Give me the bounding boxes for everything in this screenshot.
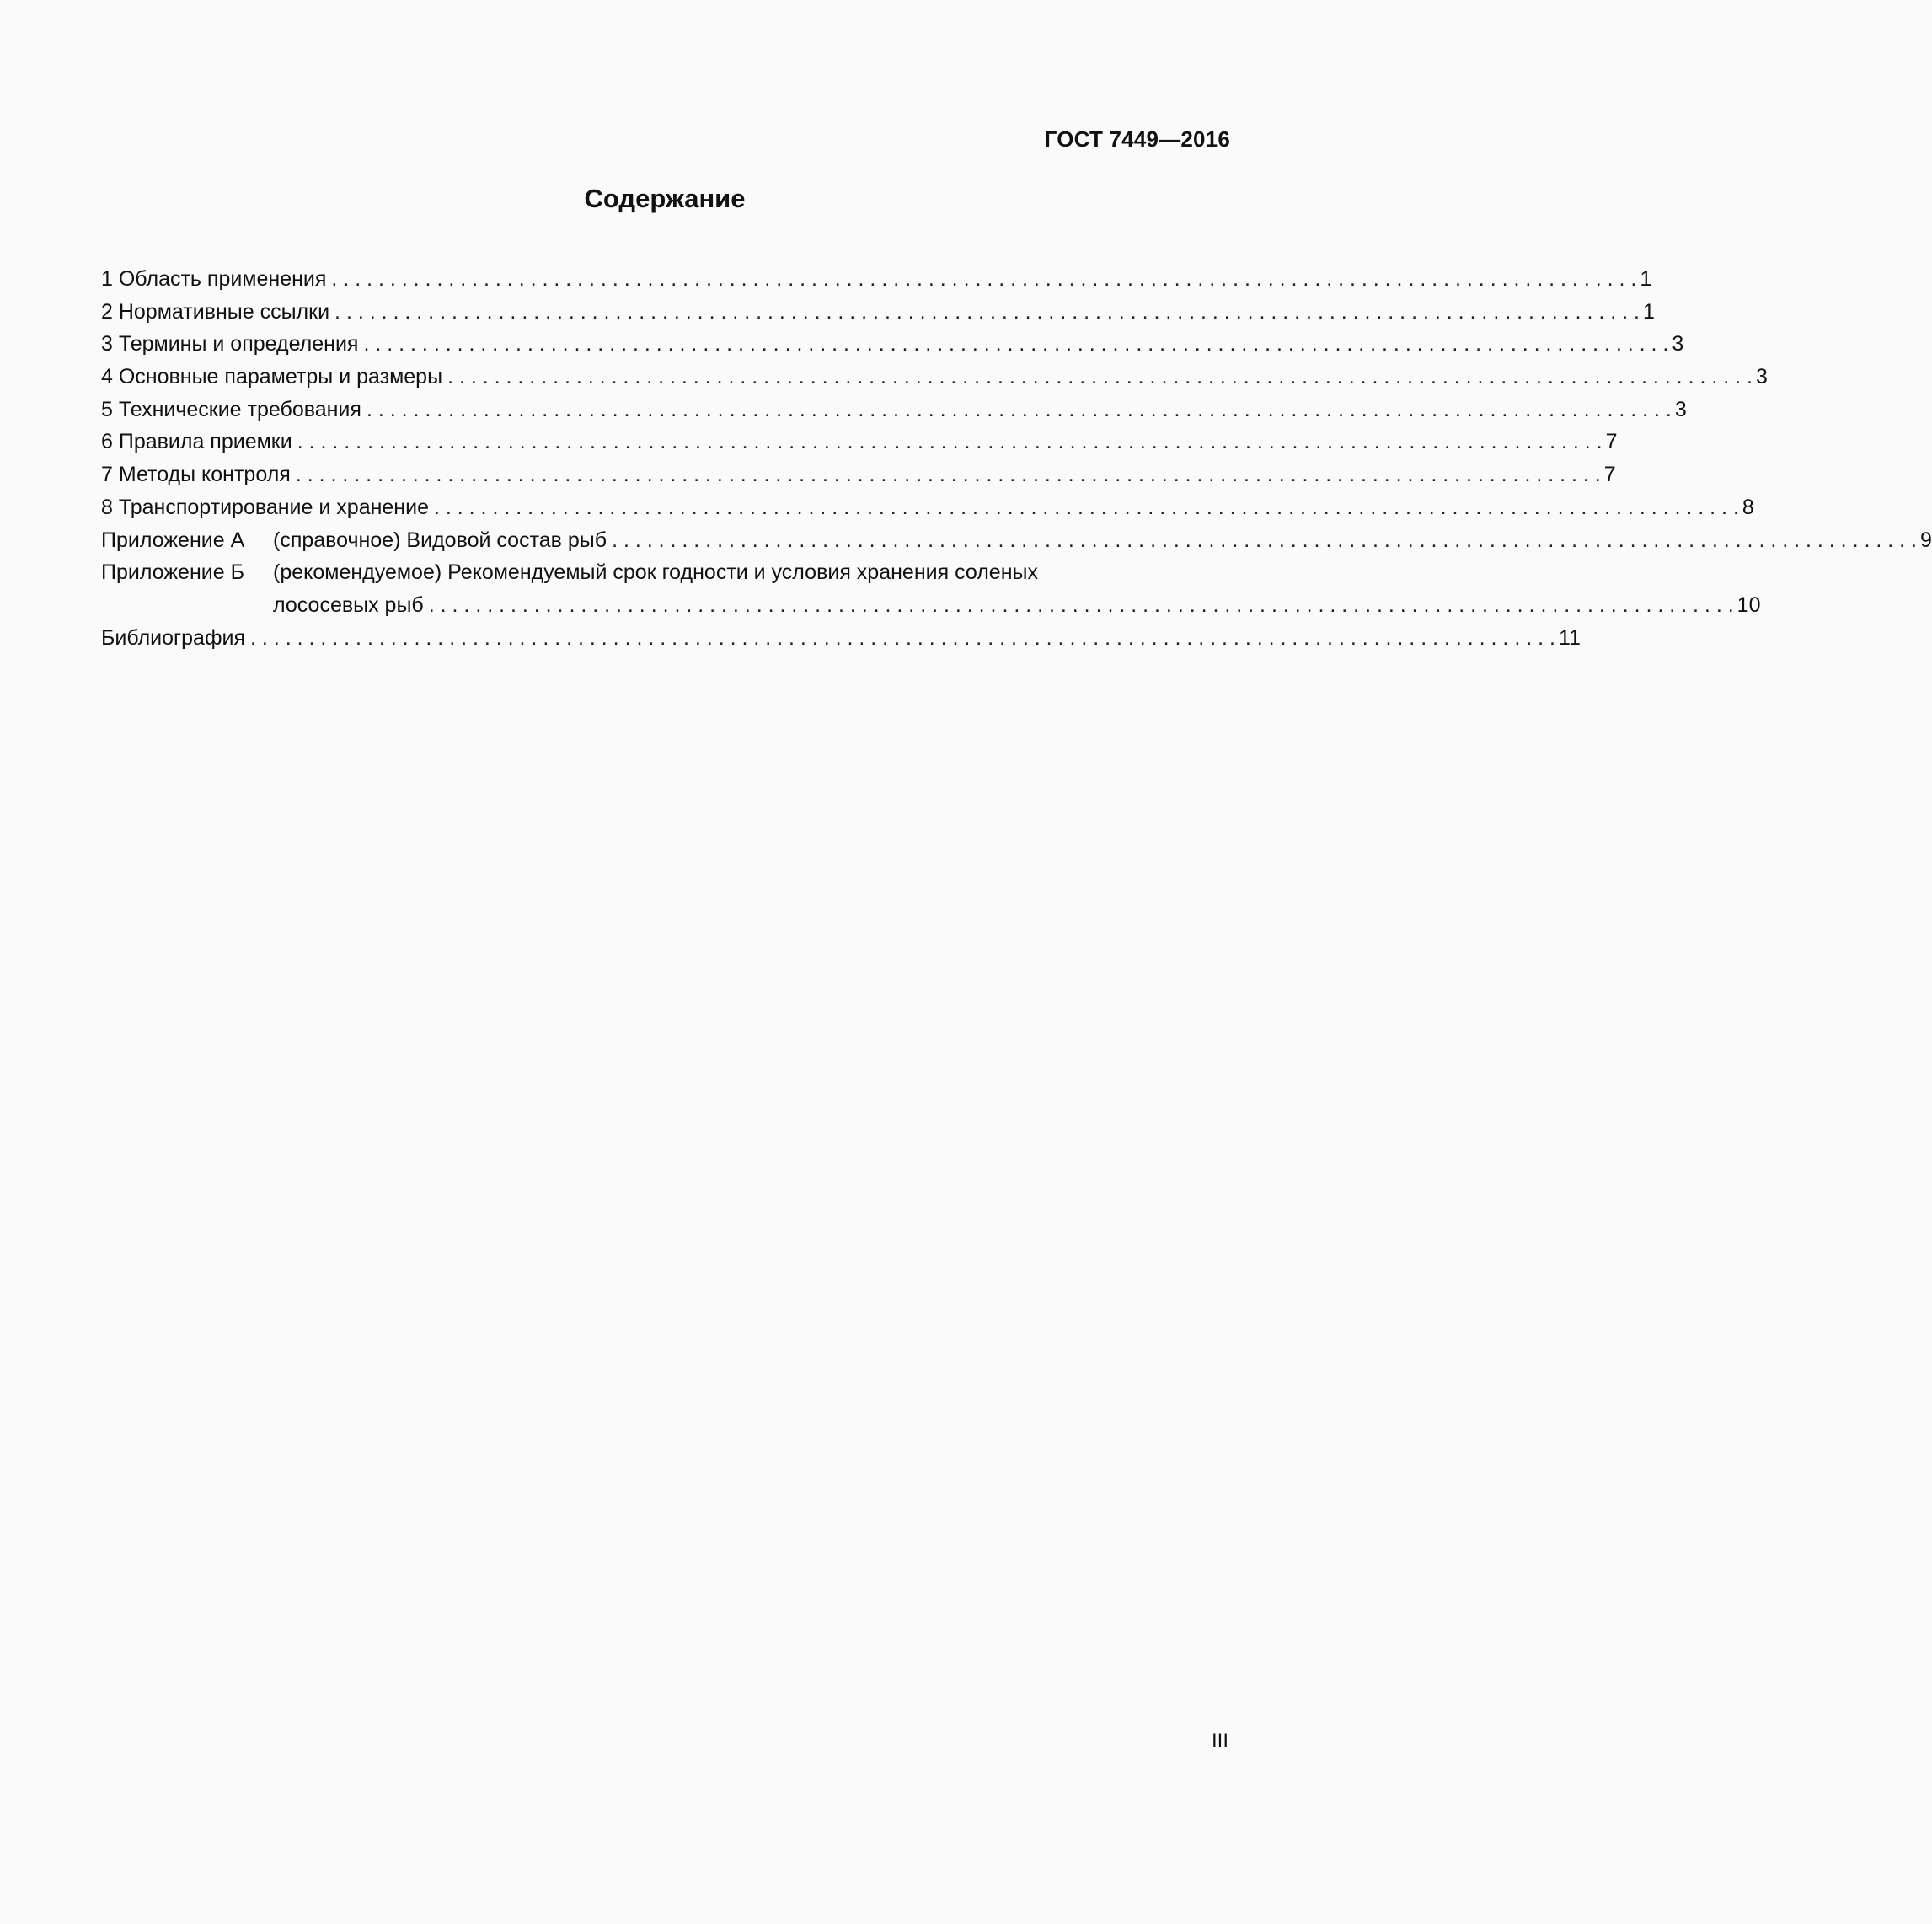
toc-entry-title: 1 Область применения — [101, 267, 327, 291]
document-code: ГОСТ 7449—2016 — [1044, 126, 1230, 152]
appendix-title-line1: (рекомендуемое) Рекомендуемый срок годности и условия хранения соленых — [273, 560, 1038, 585]
toc-leader-dots — [429, 589, 1734, 622]
toc-entry-transport-storage[interactable] — [101, 491, 1754, 524]
appendix-body — [273, 556, 1760, 621]
toc-entry-page: 1 — [1642, 299, 1655, 324]
appendix-title-line — [273, 556, 1760, 589]
toc-leader-dots — [331, 263, 1636, 296]
toc-entry-title: 6 Правила приемки — [101, 430, 292, 454]
toc-entry-scope[interactable] — [101, 263, 1652, 296]
toc-entry-page: 8 — [1742, 495, 1754, 519]
toc-entry-appendix-b[interactable] — [101, 556, 1761, 621]
toc-entry-title: 4 Основные параметры и размеры — [101, 365, 443, 389]
toc-entry-title: 8 Транспортирование и хранение — [101, 495, 429, 519]
toc-entry-page: 10 — [1737, 592, 1761, 617]
toc-entry-page: 3 — [1755, 365, 1768, 389]
toc-leader-dots — [334, 296, 1640, 329]
appendix-title-line — [273, 589, 1760, 622]
toc-entry-parameters[interactable] — [101, 361, 1768, 394]
toc-entry-title: 2 Нормативные ссылки — [101, 299, 330, 324]
toc-entry-appendix-a[interactable] — [101, 524, 1932, 557]
toc-entry-normative-references[interactable] — [101, 296, 1655, 329]
toc-entry-technical-requirements[interactable] — [101, 394, 1687, 426]
toc-entry-acceptance-rules[interactable] — [101, 426, 1618, 458]
toc-entry-title: 5 Технические требования — [101, 397, 361, 421]
toc-leader-dots — [296, 458, 1601, 491]
toc-leader-dots — [612, 524, 1917, 557]
toc-entry-page: 7 — [1605, 430, 1618, 454]
toc-entry-bibliography[interactable] — [101, 622, 1581, 655]
toc-entry-terms[interactable] — [101, 328, 1684, 361]
toc-leader-dots — [297, 426, 1603, 458]
toc-entry-title: 3 Термины и определения — [101, 332, 359, 356]
toc-entry-page: 11 — [1558, 625, 1581, 650]
toc-entry-page: 3 — [1672, 332, 1684, 356]
toc-leader-dots — [367, 394, 1672, 426]
toc-leader-dots — [434, 491, 1739, 524]
toc-entry-title: 7 Методы контроля — [101, 463, 291, 487]
toc-leader-dots — [363, 328, 1668, 361]
toc-entry-title — [101, 524, 607, 557]
toc-title: Содержание — [584, 184, 746, 213]
table-of-contents — [101, 263, 1932, 654]
toc-leader-dots — [447, 361, 1753, 394]
toc-entry-page: 3 — [1674, 397, 1687, 421]
page-number: III — [1211, 1729, 1228, 1752]
appendix-prefix: Приложение Б — [101, 560, 244, 585]
toc-entry-page: 1 — [1640, 267, 1652, 291]
toc-leader-dots — [250, 622, 1555, 655]
appendix-title: (справочное) Видовой состав рыб — [273, 528, 607, 552]
toc-entry-page: 9 — [1919, 528, 1932, 552]
toc-entry-title: Библиография — [101, 625, 246, 650]
toc-entry-page: 7 — [1603, 463, 1616, 487]
appendix-title-line2: лососевых рыб — [273, 592, 424, 617]
appendix-prefix: Приложение А — [101, 528, 245, 552]
toc-entry-control-methods[interactable] — [101, 458, 1616, 491]
